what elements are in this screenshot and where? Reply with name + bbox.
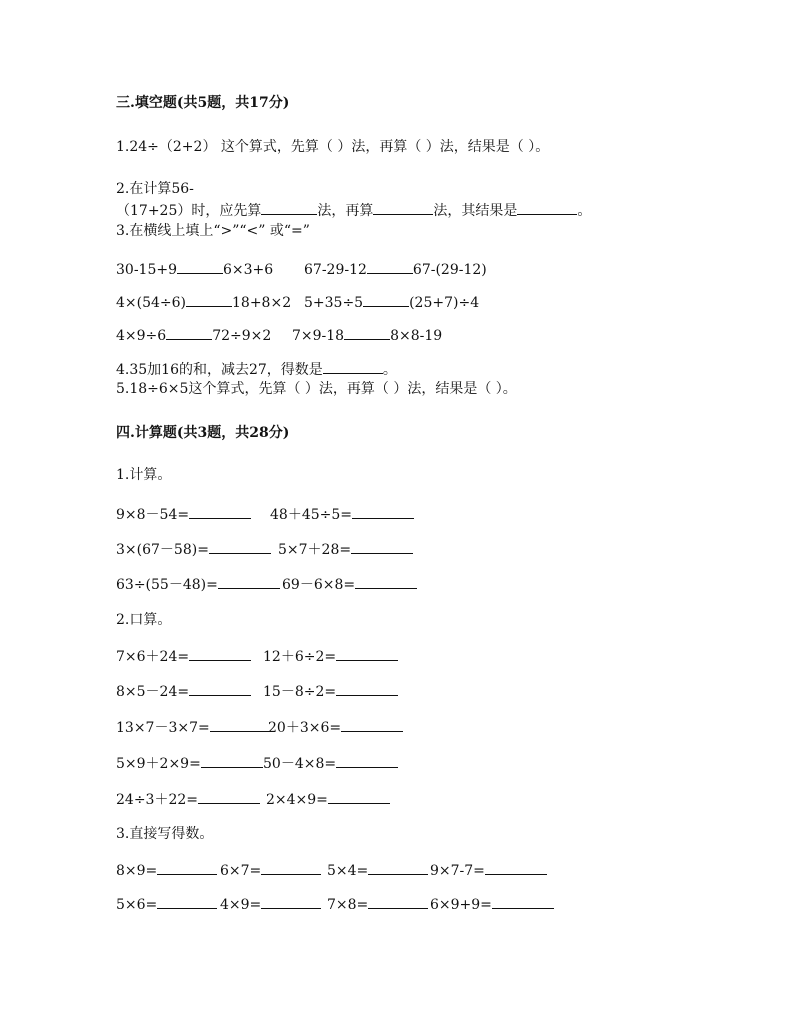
mental-item (116, 790, 260, 809)
answer-blank[interactable] (261, 895, 321, 909)
s3-q2-line2 (116, 201, 591, 220)
s3-q1: 1.24÷（2+2） 这个算式，先算（ ）法，再算（ ）法，结果是（ ）。 (116, 139, 550, 155)
answer-blank[interactable] (517, 201, 577, 215)
calc-item (278, 540, 413, 559)
compare-row-3-left (116, 326, 271, 345)
answer-blank[interactable] (323, 360, 383, 374)
calc-expr: 20＋3×6= (268, 720, 342, 736)
answer-blank[interactable] (336, 754, 398, 768)
calc-item (116, 575, 280, 594)
s3-q2-line1: 2.在计算56- (116, 181, 194, 197)
s4-q3-title: 3.直接写得数。 (116, 826, 214, 842)
s3-q2-text-b: 法，再算 (317, 203, 374, 219)
s3-q4 (116, 360, 397, 379)
calc-item (282, 575, 417, 594)
answer-blank[interactable] (201, 754, 263, 768)
direct-item (116, 895, 217, 914)
calc-expr: 63÷(55－48)= (116, 577, 218, 593)
mental-item (268, 718, 403, 737)
mental-item (116, 647, 251, 666)
calc-expr: 8×5－24= (116, 684, 190, 700)
calc-item (116, 540, 271, 559)
calc-expr: 6×9+9= (430, 897, 492, 913)
answer-blank[interactable] (157, 895, 217, 909)
compare-expr: 4×9÷6 (116, 328, 167, 344)
calc-expr: 15－8÷2= (263, 684, 337, 700)
mental-item (263, 754, 398, 773)
compare-row-2-left (116, 293, 291, 312)
answer-blank[interactable] (186, 293, 232, 307)
calc-expr: 9×7-7= (430, 863, 485, 879)
mental-item (263, 682, 398, 701)
calc-expr: 6×7= (220, 863, 262, 879)
direct-item (220, 895, 321, 914)
compare-expr: 7×9-18 (292, 328, 345, 344)
mental-item (116, 718, 272, 737)
direct-item (220, 861, 321, 880)
answer-blank[interactable] (157, 861, 217, 875)
compare-expr: 4×(54÷6) (116, 295, 187, 311)
compare-expr: 67-29-12 (304, 262, 367, 278)
direct-item (430, 861, 547, 880)
answer-blank[interactable] (492, 895, 554, 909)
section3-title: 三.填空题(共5题，共17分) (116, 95, 290, 111)
answer-blank[interactable] (198, 790, 260, 804)
mental-item (116, 682, 251, 701)
compare-row-1-left (116, 260, 273, 279)
calc-expr: 5×9＋2×9= (116, 756, 201, 772)
answer-blank[interactable] (210, 718, 272, 732)
calc-expr: 48＋45÷5= (270, 507, 352, 523)
direct-item (327, 895, 428, 914)
mental-item (266, 790, 390, 809)
calc-expr: 13×7－3×7= (116, 720, 210, 736)
answer-blank[interactable] (261, 861, 321, 875)
calc-expr: 4×9= (220, 897, 262, 913)
answer-blank[interactable] (218, 575, 280, 589)
answer-blank[interactable] (367, 260, 413, 274)
compare-expr: 30-15+9 (116, 262, 177, 278)
calc-expr: 8×9= (116, 863, 158, 879)
answer-blank[interactable] (351, 540, 413, 554)
s3-q4-end: 。 (382, 362, 397, 378)
calc-item (116, 505, 251, 524)
calc-expr: 3×(67－58)= (116, 542, 209, 558)
answer-blank[interactable] (363, 293, 409, 307)
calc-expr: 50－4×8= (263, 756, 337, 772)
s3-q5: 5.18÷6×5这个算式，先算（ ）法，再算（ ）法，结果是（ ）。 (116, 381, 517, 397)
direct-item (327, 861, 428, 880)
compare-expr: (25+7)÷4 (409, 295, 480, 311)
calc-expr: 2×4×9= (266, 792, 328, 808)
mental-item (116, 754, 263, 773)
compare-expr: 8×8-19 (390, 328, 443, 344)
direct-item (430, 895, 554, 914)
calc-expr: 69－6×8= (282, 577, 356, 593)
answer-blank[interactable] (261, 201, 317, 215)
answer-blank[interactable] (336, 647, 398, 661)
s4-q2-title: 2.口算。 (116, 612, 172, 628)
answer-blank[interactable] (368, 861, 428, 875)
compare-expr: 18+8×2 (232, 295, 292, 311)
answer-blank[interactable] (189, 505, 251, 519)
compare-expr: 67-(29-12) (412, 262, 487, 278)
calc-expr: 5×7＋28= (278, 542, 352, 558)
calc-expr: 9×8－54= (116, 507, 190, 523)
answer-blank[interactable] (373, 201, 433, 215)
answer-blank[interactable] (166, 326, 212, 340)
s3-q3: 3.在横线上填上“>”“<” 或“=” (116, 223, 310, 239)
calc-expr: 7×8= (327, 897, 369, 913)
answer-blank[interactable] (328, 790, 390, 804)
compare-expr: 5+35÷5 (304, 295, 364, 311)
compare-row-2-right (304, 293, 479, 312)
direct-item (116, 861, 217, 880)
calc-expr: 24÷3＋22= (116, 792, 198, 808)
s3-q2-text-c: 法，其结果是 (433, 203, 518, 219)
mental-item (263, 647, 398, 666)
compare-expr: 6×3+6 (223, 262, 274, 278)
answer-blank[interactable] (336, 682, 398, 696)
calc-expr: 5×6= (116, 897, 158, 913)
answer-blank[interactable] (189, 682, 251, 696)
answer-blank[interactable] (341, 718, 403, 732)
calc-item (270, 505, 414, 524)
compare-row-1-right (304, 260, 487, 279)
answer-blank[interactable] (355, 575, 417, 589)
answer-blank[interactable] (352, 505, 414, 519)
s3-q2-text-a: （17+25）时，应先算 (116, 203, 262, 219)
answer-blank[interactable] (189, 647, 251, 661)
calc-expr: 7×6＋24= (116, 649, 190, 665)
s4-q1-title: 1.计算。 (116, 467, 172, 483)
answer-blank[interactable] (368, 895, 428, 909)
calc-expr: 12＋6÷2= (263, 649, 337, 665)
calc-expr: 5×4= (327, 863, 369, 879)
s3-q4-text: 4.35加16的和，减去27，得数是 (116, 362, 323, 378)
answer-blank[interactable] (209, 540, 271, 554)
answer-blank[interactable] (177, 260, 223, 274)
compare-expr: 72÷9×2 (212, 328, 272, 344)
section4-title: 四.计算题(共3题，共28分) (116, 425, 290, 441)
answer-blank[interactable] (485, 861, 547, 875)
answer-blank[interactable] (344, 326, 390, 340)
s3-q2-text-d: 。 (577, 203, 592, 219)
compare-row-3-right (292, 326, 442, 345)
